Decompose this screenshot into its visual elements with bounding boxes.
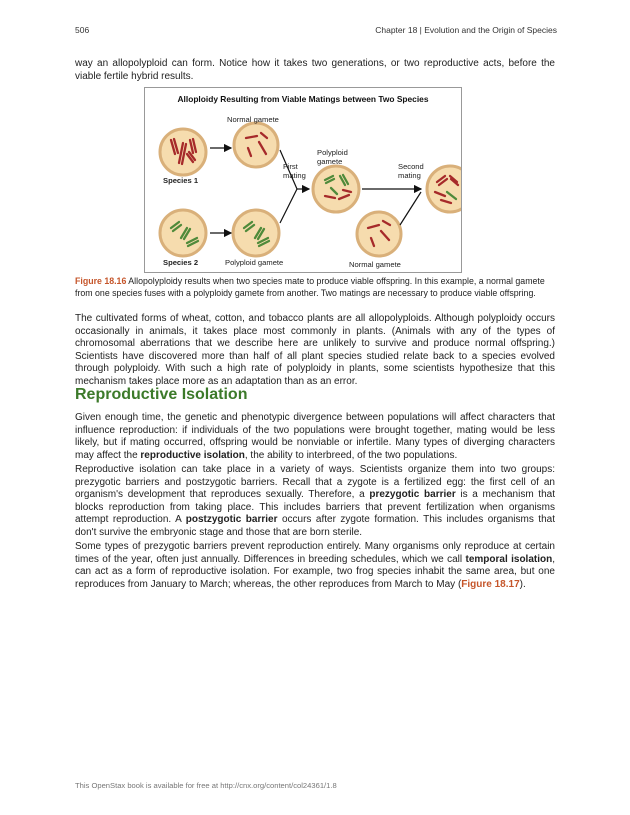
caption-text: Allopolyploidy results when two species mate to produce viable offspring. In this example, a normal gamete from one species fuses with a polyploidy gamete from another. Two matings are necessary to produce viable offspring.	[75, 276, 545, 298]
term-temporal-isolation: temporal isolation	[465, 553, 553, 565]
temporal-isolation-paragraph	[75, 541, 555, 591]
figure-18-17-link[interactable]: Figure 18.17	[461, 578, 520, 590]
para4-text-3: ).	[519, 578, 526, 590]
para3-text-3: occurs after zygote formation. This includes organisms that don't survive the embryonic stage and those that are born sterile.	[75, 514, 555, 538]
term-prezygotic-barrier: prezygotic barrier	[369, 489, 456, 501]
allopolyploidy-figure	[144, 87, 462, 273]
intro-paragraph: way an allopolyploid can form. Notice how it takes two generations, or two reproductive acts, before the viable fertile hybrid results.	[75, 58, 555, 82]
term-reproductive-isolation: reproductive isolation	[140, 449, 245, 461]
normal-gamete-top-cell	[234, 123, 278, 167]
label-species1: Species 1	[163, 176, 199, 185]
para3-text-2: is a mechanism that blocks reproduction from taking place. This includes barriers that prevent fertilization when organisms attempt reproduction. A	[75, 489, 555, 526]
figure-title: Alloploidy Resulting from Viable Matings between Two Species	[177, 94, 429, 104]
label-species2: Species 2	[163, 258, 199, 267]
term-postzygotic-barrier: postzygotic barrier	[185, 514, 278, 526]
fertile-hybrid-cell	[427, 166, 461, 212]
para4-text-2: , can act as a form of reproductive isolation. For example, two frog species inhabit the same area, but one reproduces from January to March; whereas, the other reproduces from March to May (	[75, 553, 556, 590]
label-polyploid-gamete: Polyploid gamete	[225, 258, 284, 267]
para3-text-1: Reproductive isolation can take place in a variety of ways. Scientists organize them into two groups: prezygotic barriers and postzygotic barriers. Recall that a zygote is a fertilized egg: the first cell of an organism's development that reproduces sexually. Therefore, a	[75, 464, 555, 501]
para4-text-1: Some types of prezygotic barriers prevent reproduction entirely. Many organisms only reproduce at certain times of the year, often just annually. Differences in breeding schedules, which we call	[75, 541, 555, 565]
first-mating-bracket	[280, 150, 297, 223]
barriers-paragraph	[75, 464, 555, 540]
normal-gamete-join-line	[400, 192, 421, 225]
label-normal-gamete-top: Normal gamete	[227, 115, 279, 124]
divergence-paragraph	[75, 412, 555, 462]
para2-text-2: , the ability to interbreed, of the two populations.	[244, 449, 458, 461]
section-heading: Reproductive Isolation	[75, 386, 248, 403]
page-footer: This OpenStax book is available for free at http://cnx.org/content/col24361/1.8	[75, 781, 337, 790]
normal-gamete-bottom-cell	[357, 212, 401, 256]
page-number: 506	[75, 25, 90, 35]
chapter-title: Chapter 18 | Evolution and the Origin of Species	[375, 25, 557, 35]
label-second-mating: Second mating	[398, 162, 424, 180]
figure-caption	[75, 276, 555, 299]
figure-number: Figure 18.16	[75, 276, 127, 286]
polyploid-gamete-cell	[233, 210, 279, 256]
para2-text-1: Given enough time, the genetic and phenotypic divergence between populations will affect characters that influence reproduction: if individuals of the two populations were brought together, mating would be less likely, but if mating occurred, offspring would be nonviable or infertile. Many types of diverging characters may affect the	[75, 412, 555, 461]
species1-cell	[160, 129, 206, 175]
polyploid-zygote-cell	[313, 166, 359, 212]
label-first-mating: First mating	[283, 162, 306, 180]
label-polyploid-gamete-mid: Polyploid gamete	[317, 148, 348, 166]
label-normal-gamete-bottom: Normal gamete	[349, 260, 401, 269]
polyploidy-paragraph: The cultivated forms of wheat, cotton, and tobacco plants are all allopolyploids. Although polyploidy occurs occasionally in animals, it takes place most commonly in plants. (Animals with any of the types of chromosomal aberrations that we describe here are unlikely to survive and produce normal offspring.) Scientists have discovered more than half of all plant species studied relate back to a species evolved through polyploidy. With such a high rate of polyploidy in plants, some scientists hypothesize that this mechanism takes place more as an adaptation than as an error.	[75, 313, 555, 387]
